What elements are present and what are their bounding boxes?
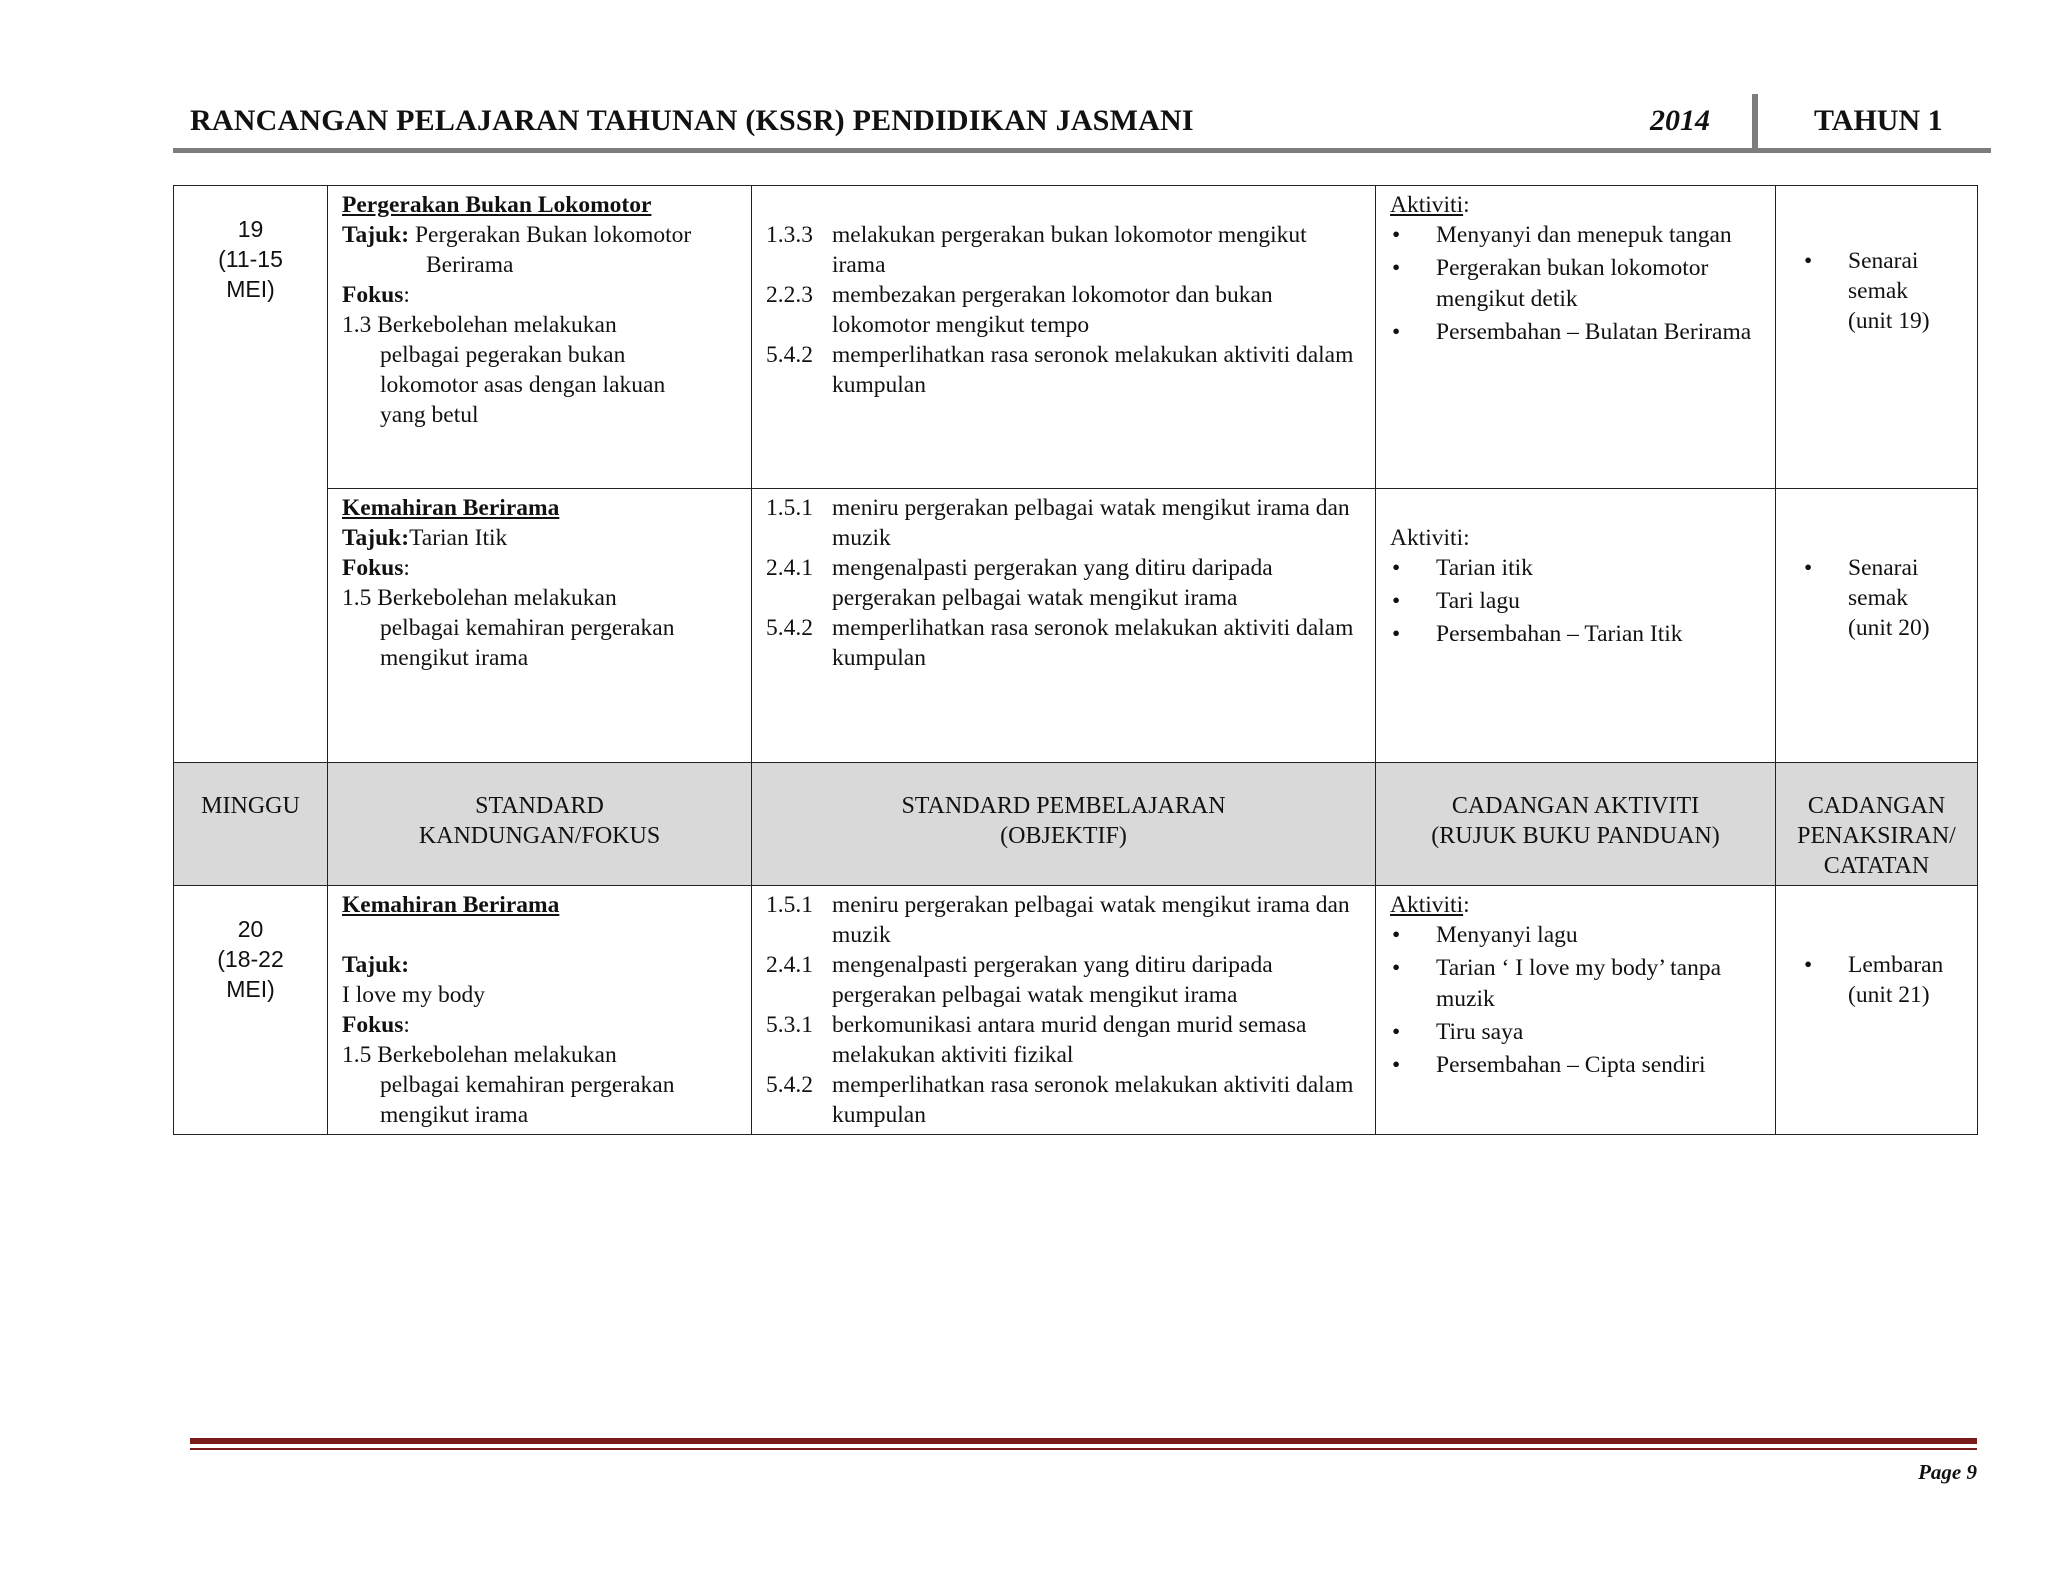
column-header-text: (OBJEKTIF) [1000, 823, 1127, 849]
tajuk-text: Tarian Itik [409, 525, 508, 551]
week-range: (11-15 [218, 246, 283, 272]
column-header-text: CATATAN [1823, 853, 1930, 879]
week-number: 20 [237, 916, 264, 942]
fokus-line [342, 280, 737, 310]
assessment-text: semak [1848, 278, 1909, 304]
objective-item [766, 280, 1361, 340]
activity-list [1390, 220, 1761, 348]
list-item: • Persembahan – Cipta sendiri [1390, 1050, 1761, 1081]
page-number: Page 9 [1918, 1460, 1977, 1484]
list-item: • Tiru saya [1390, 1017, 1761, 1048]
aktiviti-label: Aktiviti [1390, 892, 1464, 918]
aktiviti-line [1390, 190, 1761, 220]
column-header-cadangan-penaksiran [1776, 763, 1978, 886]
assessment-item [1790, 246, 1963, 336]
column-header-standard-pembelajaran [752, 763, 1376, 886]
list-item: • Menyanyi dan menepuk tangan [1390, 220, 1761, 251]
objective-code: 5.3.1 [766, 1012, 813, 1038]
assessment-cell [1776, 186, 1978, 489]
bullet-icon: • [1804, 248, 1813, 274]
list-item: • Pergerakan bukan lokomotor mengikut detik [1390, 253, 1761, 315]
list-item: • Persembahan – Bulatan Berirama [1390, 317, 1761, 348]
assessment-text: (unit 21) [1848, 982, 1930, 1008]
tajuk-line [342, 220, 737, 250]
objective-item [766, 493, 1361, 553]
document-grade: TAHUN 1 [1814, 104, 1943, 137]
aktiviti-colon: : [1463, 192, 1470, 218]
objective-code: 2.4.1 [766, 952, 813, 978]
fokus-label: Fokus [342, 555, 404, 581]
content-cell [328, 489, 752, 763]
column-header-text: KANDUNGAN/FOKUS [418, 823, 661, 849]
objectives-cell [752, 489, 1376, 763]
week-cell [174, 186, 328, 763]
tajuk-text: Pergerakan Bukan lokomotor [409, 222, 692, 248]
header-rule [173, 148, 1991, 153]
activity-list [1390, 553, 1761, 650]
column-header-text: CADANGAN [1807, 793, 1946, 819]
bullet-icon: • [1804, 555, 1813, 581]
objective-item [766, 1070, 1361, 1130]
objective-item [766, 1010, 1361, 1070]
fokus-label: Fokus [342, 282, 404, 308]
fokus-line [342, 1010, 737, 1040]
objective-text: melakukan pergerakan bukan lokomotor mengikut irama [832, 222, 1307, 278]
fokus-text-3: mengikut irama [380, 1102, 529, 1128]
fokus-line [342, 553, 737, 583]
fokus-colon: : [403, 1012, 410, 1038]
tajuk-continued: Berirama [426, 252, 514, 278]
list-item: • Tarian ‘ I love my body’ tanpa muzik [1390, 953, 1761, 1015]
assessment-item [1790, 950, 1963, 1010]
list-item: • Tarian itik [1390, 553, 1761, 584]
aktiviti-label: Aktiviti: [1390, 525, 1470, 551]
table-row [174, 489, 1978, 763]
column-header-text: (RUJUK BUKU PANDUAN) [1431, 823, 1720, 849]
fokus-text-2: pelbagai kemahiran pergerakan [380, 1072, 675, 1098]
document-title: RANCANGAN PELAJARAN TAHUNAN (KSSR) PENDIDIKAN JASMANI [190, 104, 1194, 137]
activities-cell [1376, 186, 1776, 489]
activities-cell [1376, 489, 1776, 763]
fokus-text-4: yang betul [380, 402, 479, 428]
objective-item [766, 340, 1361, 400]
unit-title: Kemahiran Berirama [342, 892, 560, 918]
fokus-text-3: mengikut irama [380, 645, 529, 671]
list-item: • Tari lagu [1390, 586, 1761, 617]
page-header [190, 100, 1990, 148]
objective-code: 1.5.1 [766, 495, 813, 521]
fokus-text: 1.5 Berkebolehan melakukan [342, 585, 617, 611]
objective-text: mengenalpasti pergerakan yang ditiru daripada pergerakan pelbagai watak mengikut irama [832, 952, 1273, 1008]
objective-item [766, 613, 1361, 673]
column-header-text: STANDARD [475, 793, 604, 819]
objectives-cell [752, 886, 1376, 1135]
objectives-cell [752, 186, 1376, 489]
week-range: (18-22 [217, 946, 284, 972]
column-header-text: PENAKSIRAN/ [1797, 823, 1956, 849]
column-header-text: CADANGAN AKTIVITI [1451, 793, 1700, 819]
objective-code: 2.4.1 [766, 555, 813, 581]
objective-code: 5.4.2 [766, 1072, 813, 1098]
list-item: • Menyanyi lagu [1390, 920, 1761, 951]
bullet-icon: • [1804, 952, 1813, 978]
assessment-text: (unit 19) [1848, 308, 1930, 334]
tajuk-label: Tajuk: [342, 222, 410, 248]
objective-code: 1.3.3 [766, 222, 813, 248]
tajuk-text: I love my body [342, 982, 485, 1008]
activity-list [1390, 920, 1761, 1081]
assessment-text: Senarai [1848, 248, 1919, 274]
objective-item [766, 220, 1361, 280]
footer-rule [190, 1438, 1977, 1444]
fokus-label: Fokus [342, 1012, 404, 1038]
content-cell [328, 186, 752, 489]
lesson-plan-table [173, 185, 1978, 1135]
tajuk-label: Tajuk: [342, 525, 410, 551]
objective-code: 5.4.2 [766, 615, 813, 641]
header-separator [1752, 94, 1758, 150]
column-header-standard-kandungan [328, 763, 752, 886]
spacer [342, 920, 737, 950]
list-item: • Persembahan – Tarian Itik [1390, 619, 1761, 650]
assessment-text: (unit 20) [1848, 615, 1930, 641]
column-header-cadangan-aktiviti [1376, 763, 1776, 886]
content-cell [328, 886, 752, 1135]
fokus-colon: : [403, 282, 410, 308]
document-year: 2014 [1650, 104, 1710, 137]
objective-code: 1.5.1 [766, 892, 813, 918]
column-header-text: MINGGU [201, 793, 300, 819]
aktiviti-label: Aktiviti [1390, 192, 1464, 218]
aktiviti-line [1390, 890, 1761, 920]
assessment-cell [1776, 489, 1978, 763]
column-header-row [174, 763, 1978, 886]
tajuk-line [342, 523, 737, 553]
unit-title: Pergerakan Bukan Lokomotor [342, 192, 652, 218]
assessment-text: Lembaran [1848, 952, 1944, 978]
week-month: MEI) [226, 976, 275, 1002]
tajuk-label: Tajuk: [342, 952, 410, 978]
fokus-text-3: lokomotor asas dengan lakuan [380, 372, 666, 398]
objective-text: membezakan pergerakan lokomotor dan bukan lokomotor mengikut tempo [832, 282, 1273, 338]
column-header-minggu [174, 763, 328, 886]
objective-text: memperlihatkan rasa seronok melakukan aktiviti dalam kumpulan [832, 1072, 1354, 1128]
objective-text: berkomunikasi antara murid dengan murid semasa melakukan aktiviti fizikal [832, 1012, 1307, 1068]
assessment-text: semak [1848, 585, 1909, 611]
column-header-text: STANDARD PEMBELAJARAN [901, 793, 1226, 819]
objective-code: 2.2.3 [766, 282, 813, 308]
table-row [174, 186, 1978, 489]
table-row [174, 886, 1978, 1135]
objective-text: memperlihatkan rasa seronok melakukan aktiviti dalam kumpulan [832, 342, 1354, 398]
activities-cell [1376, 886, 1776, 1135]
fokus-text: 1.5 Berkebolehan melakukan [342, 1042, 617, 1068]
footer-rule-thin [190, 1448, 1977, 1450]
assessment-text: Senarai [1848, 555, 1919, 581]
objective-code: 5.4.2 [766, 342, 813, 368]
objective-item [766, 950, 1361, 1010]
fokus-colon: : [403, 555, 410, 581]
objective-text: memperlihatkan rasa seronok melakukan aktiviti dalam kumpulan [832, 615, 1354, 671]
objective-text: meniru pergerakan pelbagai watak mengikut irama dan muzik [832, 892, 1350, 948]
objective-text: mengenalpasti pergerakan yang ditiru daripada pergerakan pelbagai watak mengikut irama [832, 555, 1273, 611]
objective-item [766, 553, 1361, 613]
assessment-item [1790, 553, 1963, 643]
week-month: MEI) [226, 276, 275, 302]
objective-text: meniru pergerakan pelbagai watak mengikut irama dan muzik [832, 495, 1350, 551]
fokus-text: 1.3 Berkebolehan melakukan [342, 312, 617, 338]
aktiviti-colon: : [1463, 892, 1470, 918]
week-number: 19 [237, 216, 264, 242]
assessment-cell [1776, 886, 1978, 1135]
unit-title: Kemahiran Berirama [342, 495, 560, 521]
objective-item [766, 890, 1361, 950]
week-cell [174, 886, 328, 1135]
fokus-text-2: pelbagai kemahiran pergerakan [380, 615, 675, 641]
fokus-text-2: pelbagai pegerakan bukan [380, 342, 626, 368]
